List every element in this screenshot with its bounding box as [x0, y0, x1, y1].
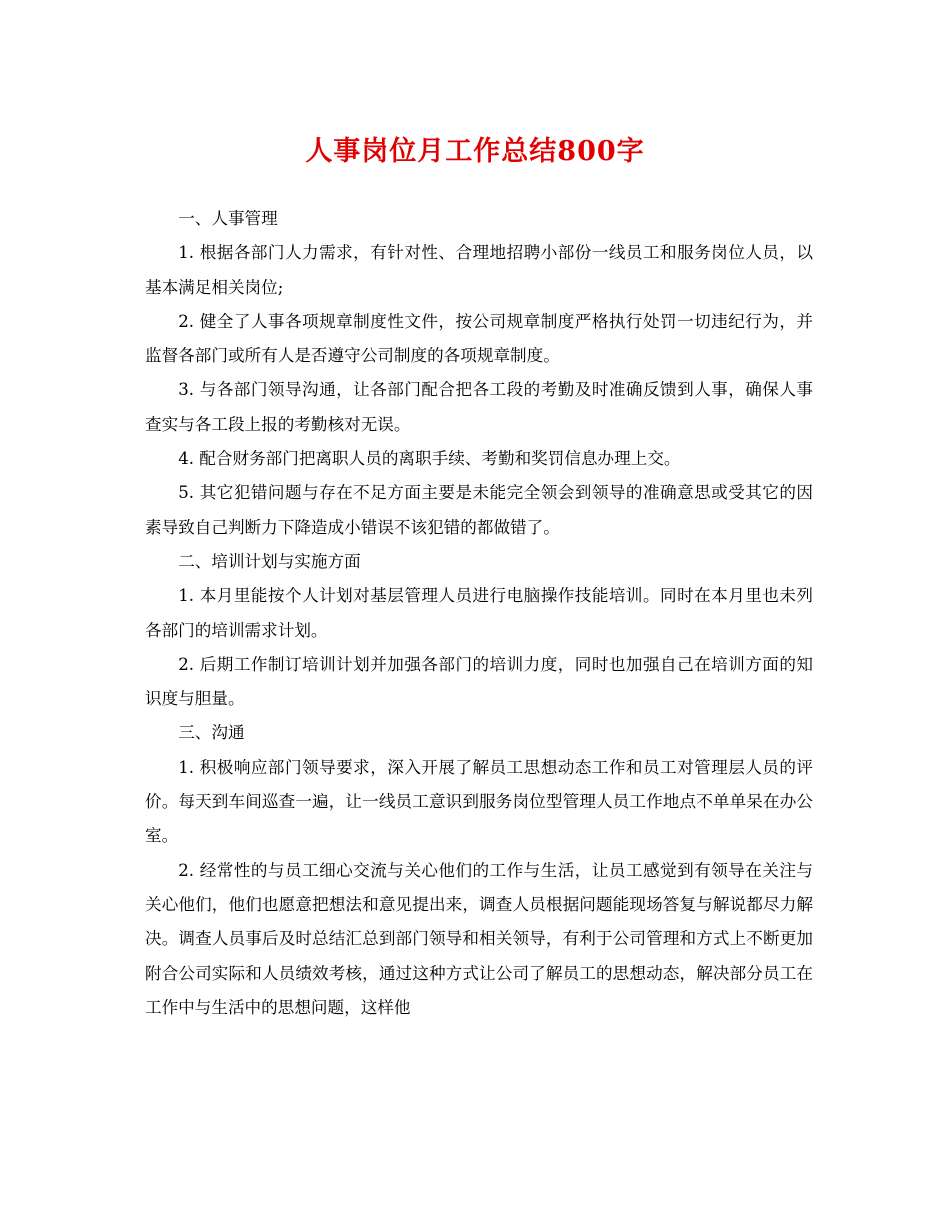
- section-heading: 三、沟通: [178, 723, 245, 743]
- document-body: [145, 202, 813, 1025]
- paragraph: 1. 根据各部门人力需求，有针对性、合理地招聘小部份一线员工和服务岗位人员，以基本满足相关岗位;: [145, 243, 813, 297]
- paragraph: 2. 经常性的与员工细心交流与关心他们的工作与生活，让员工感觉到有领导在关注与关心他们，他们也愿意把想法和意见提出来，调查人员根据问题能现场答复与解说都尽力解决。调查人员事后及时总结汇总到部门领导和相关领导，有利于公司管理和方式上不断更加附合公司实际和人员绩效考核，通过这种方式让公司了解员工的思想动态，解决部分员工在工作中与生活中的思想问题，这样他: [145, 860, 813, 1017]
- document-title: 人事岗位月工作总结800字: [305, 136, 645, 167]
- paragraph: 2. 健全了人事各项规章制度性文件，按公司规章制度严格执行处罚一切违纪行为，并监督各部门或所有人是否遵守公司制度的各项规章制度。: [145, 311, 813, 366]
- section-heading: 一、人事管理: [178, 209, 278, 228]
- paragraph: 5. 其它犯错问题与存在不足方面主要是未能完全领会到领导的准确意思或受其它的因素导致自己判断力下降造成小错误不该犯错的都做错了。: [145, 483, 813, 537]
- paragraph: 2. 后期工作制订培训计划并加强各部门的培训力度，同时也加强自己在培训方面的知识度与胆量。: [145, 654, 813, 709]
- paragraph: 1. 本月里能按个人计划对基层管理人员进行电脑操作技能培训。同时在本月里也未列各部门的培训需求计划。: [145, 586, 813, 640]
- paragraph: 3. 与各部门领导沟通，让各部门配合把各工段的考勤及时准确反馈到人事，确保人事查实与各工段上报的考勤核对无误。: [145, 380, 813, 434]
- section-heading: 二、培训计划与实施方面: [178, 551, 361, 571]
- paragraph: 1. 积极响应部门领导要求，深入开展了解员工思想动态工作和员工对管理层人员的评价。每天到车间巡查一遍，让一线员工意识到服务岗位型管理人员工作地点不单单呆在办公室。: [145, 757, 813, 846]
- paragraph: 4. 配合财务部门把离职人员的离职手续、考勤和奖罚信息办理上交。: [178, 449, 681, 469]
